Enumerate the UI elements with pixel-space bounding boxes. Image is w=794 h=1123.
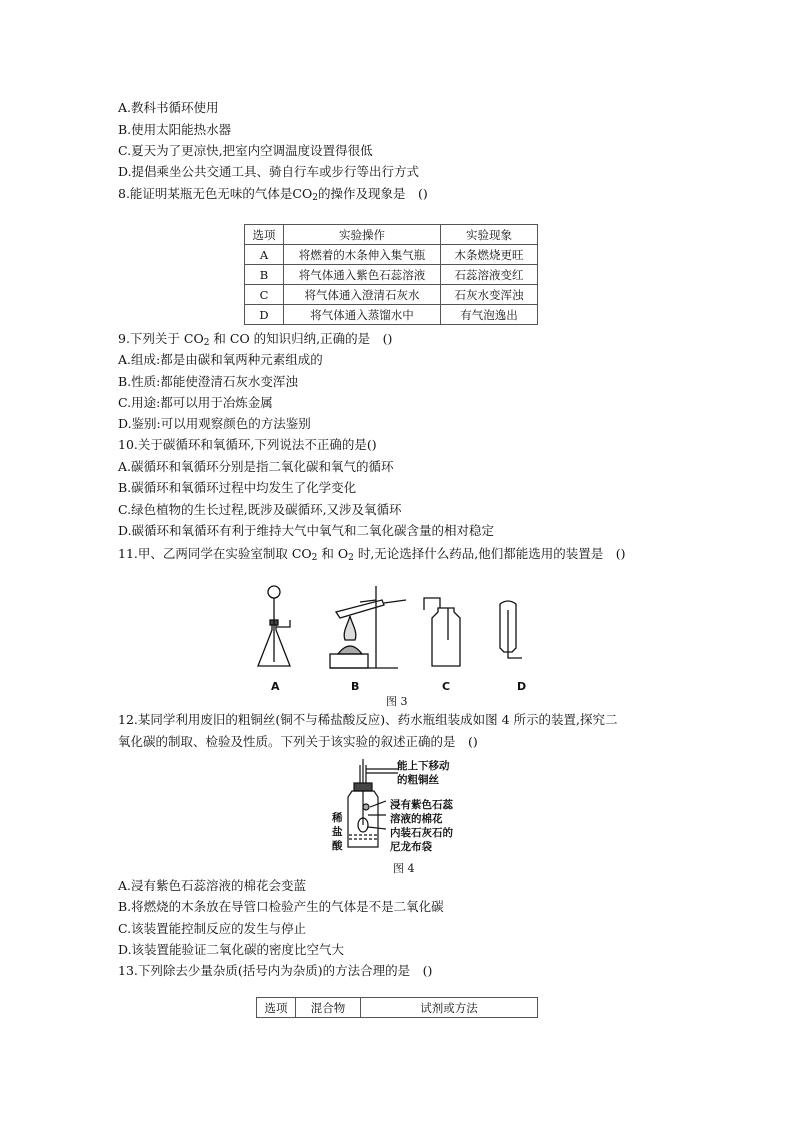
q13-table (256, 997, 538, 1018)
label-wire-2: 的粗铜丝 (397, 774, 439, 786)
label-cotton-2: 溶液的棉花 (390, 813, 443, 825)
q7-option-a: A.教科书循环使用 (118, 100, 219, 115)
table-row: D 将气体通入蒸馏水中 有气泡逸出 (245, 305, 538, 325)
q12-option-a: A.浸有紫色石蕊溶液的棉花会变蓝 (118, 878, 307, 893)
q8-table (244, 224, 538, 325)
table-row: 选项 实验操作 实验现象 (245, 225, 538, 245)
table-row: A 将燃着的木条伸入集气瓶 木条燃烧更旺 (245, 245, 538, 265)
apparatus-d-bottle (500, 601, 522, 658)
label-acid-2: 盐 (332, 826, 343, 838)
q12-option-b: B.将燃烧的木条放在导管口检验产生的气体是不是二氧化碳 (118, 899, 444, 914)
label-a: A (271, 680, 280, 693)
figure-3-caption: 图 3 (386, 695, 408, 708)
label-cotton-1: 浸有紫色石蕊 (390, 799, 453, 811)
q10-option-c: C.绿色植物的生长过程,既涉及碳循环,又涉及氧循环 (118, 502, 402, 517)
label-d: D (517, 680, 527, 693)
label-acid-3: 酸 (332, 840, 343, 852)
q10-option-d: D.碳循环和氧循环有利于维持大气中氧气和二氧化碳含量的相对稳定 (118, 523, 495, 538)
label-wire-1: 能上下移动 (397, 760, 450, 772)
q10-option-a: A.碳循环和氧循环分别是指二氧化碳和氧气的循环 (118, 459, 394, 474)
label-acid-1: 稀 (332, 812, 343, 824)
apparatus-c-bottle (424, 598, 460, 666)
q12-stem-line1: 12.某同学利用废旧的粗铜丝(铜不与稀盐酸反应)、药水瓶组装成如图 4 所示的装置,探究二 (118, 712, 618, 727)
q9-option-c: C.用途:都可以用于冶炼金属 (118, 395, 273, 410)
q12-option-c: C.该装置能控制反应的发生与停止 (118, 921, 307, 936)
q9-option-a: A.组成:都是由碳和氧两种元素组成的 (118, 352, 323, 367)
label-bag-2: 尼龙布袋 (390, 841, 432, 853)
label-c: C (442, 680, 451, 693)
q8-stem: 8.能证明某瓶无色无味的气体是$CO_2$的操作及现象是 () (118, 186, 428, 203)
apparatus-b-heating (330, 586, 406, 668)
q11-stem: 11.甲、乙两同学在实验室制取 $CO_2$ 和 $O_2$ 时,无论选择什么药品,他们都能选用的装置是 () (118, 546, 626, 563)
q7-option-d: D.提倡乘坐公共交通工具、骑自行车或步行等出行方式 (118, 164, 420, 179)
q7-option-c: C.夏天为了更凉快,把室内空调温度设置得很低 (118, 143, 373, 158)
q10-stem: 10.关于碳循环和氧循环,下列说法不正确的是() (118, 437, 377, 452)
apparatus-a-flask (258, 586, 290, 666)
figure-4-caption: 图 4 (393, 862, 415, 875)
q7-option-b: B.使用太阳能热水器 (118, 122, 232, 137)
q10-option-b: B.碳循环和氧循环过程中均发生了化学变化 (118, 480, 357, 495)
q9-option-d: D.鉴别:可以用观察颜色的方法鉴别 (118, 416, 311, 431)
table-row: 选项 混合物 试剂或方法 (257, 998, 538, 1018)
q12-option-d: D.该装置能验证二氧化碳的密度比空气大 (118, 942, 345, 957)
figure-3-apparatus (250, 580, 560, 680)
table-row: C 将气体通入澄清石灰水 石灰水变浑浊 (245, 285, 538, 305)
q13-stem: 13.下列除去少量杂质(括号内为杂质)的方法合理的是 () (118, 963, 433, 978)
table-row: B 将气体通入紫色石蕊溶液 石蕊溶液变红 (245, 265, 538, 285)
label-bag-1: 内装石灰石的 (390, 827, 453, 839)
label-b: B (351, 680, 360, 693)
q9-option-b: B.性质:都能使澄清石灰水变浑浊 (118, 374, 298, 389)
q12-stem-line2: 氧化碳的制取、检验及性质。下列关于该实验的叙述正确的是 () (118, 734, 478, 749)
q9-stem: 9.下列关于 $CO_2$ 和 CO 的知识归纳,正确的是 () (118, 331, 393, 348)
